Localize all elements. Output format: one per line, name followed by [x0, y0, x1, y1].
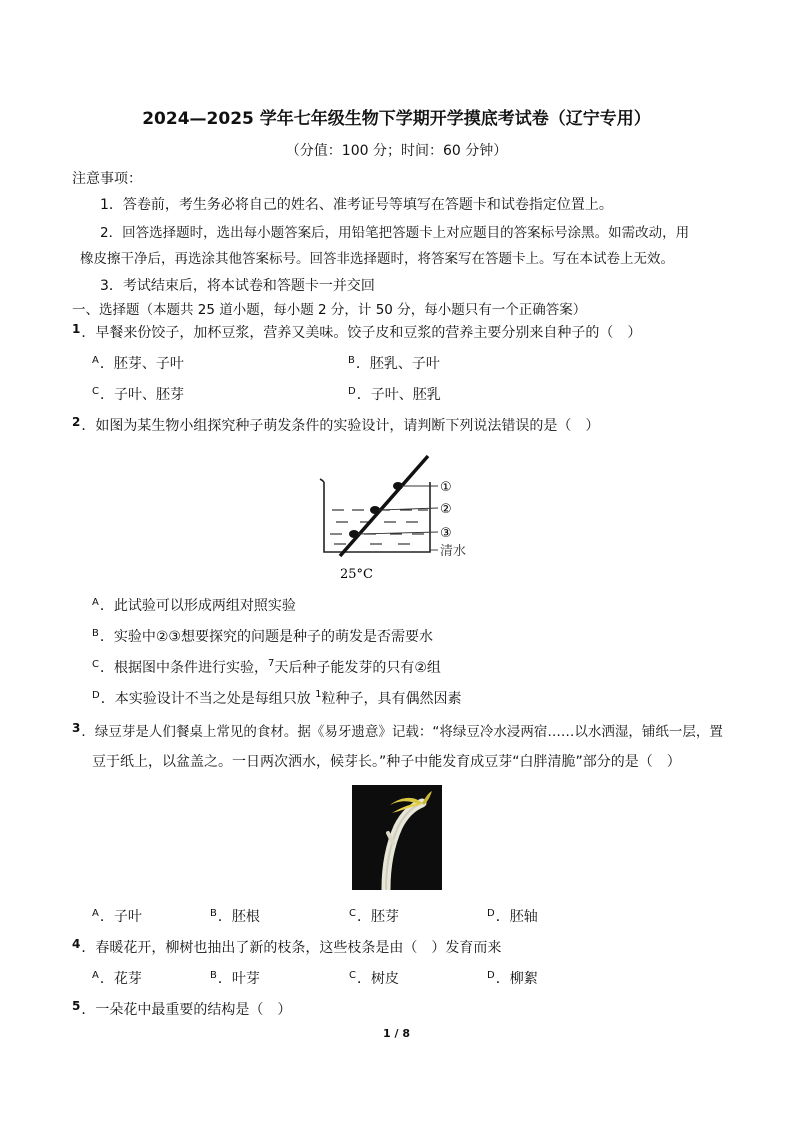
option-letter: A — [92, 597, 99, 608]
option-text: ．花芽 — [99, 971, 142, 987]
option-letter: A — [92, 355, 99, 366]
question-number: 5 — [72, 999, 81, 1013]
option-text: ．树皮 — [356, 971, 399, 987]
water-label: 清水 — [440, 544, 467, 559]
superscript-days: 7 — [267, 658, 275, 669]
temperature-label: 25°C — [340, 567, 373, 582]
question-stem: ．一朵花中最重要的结构是（ ） — [81, 1002, 292, 1018]
option-letter: D — [92, 690, 100, 701]
option-text: ．本实验设计不当之处是每组只放 — [100, 691, 316, 707]
superscript-count: 1 — [315, 689, 322, 700]
option-text: ．子叶、胚乳 — [356, 387, 441, 403]
section-heading: 一、选择题（本题共 25 道小题，每小题 2 分，计 50 分，每小题只有一个正确答案） — [72, 302, 587, 318]
seed-label-1: ① — [440, 480, 452, 495]
option-text: ．胚芽、子叶 — [99, 356, 184, 372]
option-letter: B — [210, 970, 217, 981]
note-2-line-1: 2．回答选择题时，选出每小题答案后，用铅笔把答题卡上对应题目的答案标号涂黑。如需改动，用 — [100, 225, 690, 241]
option-text: ．此试验可以形成两组对照实验 — [99, 598, 296, 614]
option-letter: B — [348, 355, 355, 366]
question-2 — [72, 415, 599, 435]
question-5 — [72, 999, 291, 1019]
q4-option-b[interactable] — [210, 968, 260, 988]
option-letter: D — [348, 386, 356, 397]
option-text: ．胚乳、子叶 — [355, 356, 440, 372]
note-2-line-2: 橡皮擦干净后，再选涂其他答案标号。回答非选择题时，将答案写在答题卡上。写在本试卷上无效。 — [80, 251, 674, 267]
q3-option-b[interactable] — [210, 906, 260, 926]
question-stem: ．春暖花开，柳树也抽出了新的枝条，这些枝条是由（ ）发育而来 — [81, 940, 502, 956]
note-3: 3．考试结束后，将本试卷和答题卡一并交回 — [100, 278, 375, 294]
option-text: ．胚轴 — [495, 909, 538, 925]
question-number: 2 — [72, 415, 81, 429]
q1-option-d[interactable] — [348, 384, 441, 404]
option-letter: C — [349, 970, 356, 981]
option-letter: A — [92, 908, 99, 919]
q3-option-a[interactable] — [92, 906, 142, 926]
option-text-cont: 天后种子能发芽的只有②组 — [274, 660, 441, 676]
option-letter: D — [487, 908, 495, 919]
bean-sprout-photo — [352, 785, 442, 890]
option-text: ．子叶 — [99, 909, 142, 925]
option-text: ．柳絮 — [495, 971, 538, 987]
option-text: ．根据图中条件进行实验， — [99, 660, 268, 676]
question-number: 3 — [72, 721, 81, 735]
q2-option-a[interactable] — [92, 595, 296, 615]
page-number: 1 / 8 — [383, 1027, 410, 1040]
q2-option-c[interactable] — [92, 657, 441, 677]
option-letter: C — [92, 386, 99, 397]
option-text-cont: 粒种子，具有偶然因素 — [321, 691, 462, 707]
q3-option-d[interactable] — [487, 906, 538, 926]
question-stem: ．早餐来份饺子，加杯豆浆，营养又美味。饺子皮和豆浆的营养主要分别来自种子的（ ） — [81, 325, 642, 341]
question-stem-line-1: ．绿豆芽是人们餐桌上常见的食材。据《易牙遗意》记载：“将绿豆冷水浸两宿……以水洒湿，铺纸一层，置 — [81, 724, 723, 740]
option-text: ．叶芽 — [217, 971, 260, 987]
question-4 — [72, 937, 501, 957]
option-text: ．子叶、胚芽 — [99, 387, 184, 403]
notes-heading: 注意事项： — [72, 171, 142, 187]
question-3 — [72, 720, 723, 740]
question-3-line-2: 豆于纸上，以盆盖之。一日两次洒水，候芽长。”种子中能发育成豆芽“白胖清脆”部分的是（ ） — [92, 754, 681, 770]
option-letter: D — [487, 970, 495, 981]
question-1 — [72, 322, 641, 342]
q3-option-c[interactable] — [349, 906, 399, 926]
seed-label-2: ② — [440, 502, 452, 517]
note-1: 1．答卷前，考生务必将自己的姓名、准考证号等填写在答题卡和试卷指定位置上。 — [100, 197, 613, 213]
option-text: ．胚根 — [217, 909, 260, 925]
q1-option-b[interactable] — [348, 353, 440, 373]
page-subtitle: （分值：100 分；时间：60 分钟） — [285, 143, 508, 159]
option-letter: B — [92, 628, 99, 639]
option-text: ．胚芽 — [356, 909, 399, 925]
q4-option-a[interactable] — [92, 968, 142, 988]
q4-option-d[interactable] — [487, 968, 538, 988]
option-letter: A — [92, 970, 99, 981]
q4-option-c[interactable] — [349, 968, 399, 988]
q2-option-d[interactable] — [92, 688, 462, 708]
q1-option-c[interactable] — [92, 384, 184, 404]
option-text: ．实验中②③想要探究的问题是种子的萌发是否需要水 — [99, 629, 433, 645]
option-letter: B — [210, 908, 217, 919]
seed-label-3: ③ — [440, 526, 452, 541]
question-number: 1 — [72, 322, 81, 336]
q1-option-a[interactable] — [92, 353, 184, 373]
q2-option-b[interactable] — [92, 626, 433, 646]
beaker-experiment-figure — [318, 452, 478, 586]
page-title: 2024—2025 学年七年级生物下学期开学摸底考试卷（辽宁专用） — [142, 109, 651, 129]
question-number: 4 — [72, 937, 81, 951]
option-letter: C — [349, 908, 356, 919]
option-letter: C — [92, 659, 99, 670]
question-stem: ．如图为某生物小组探究种子萌发条件的实验设计，请判断下列说法错误的是（ ） — [81, 418, 600, 434]
